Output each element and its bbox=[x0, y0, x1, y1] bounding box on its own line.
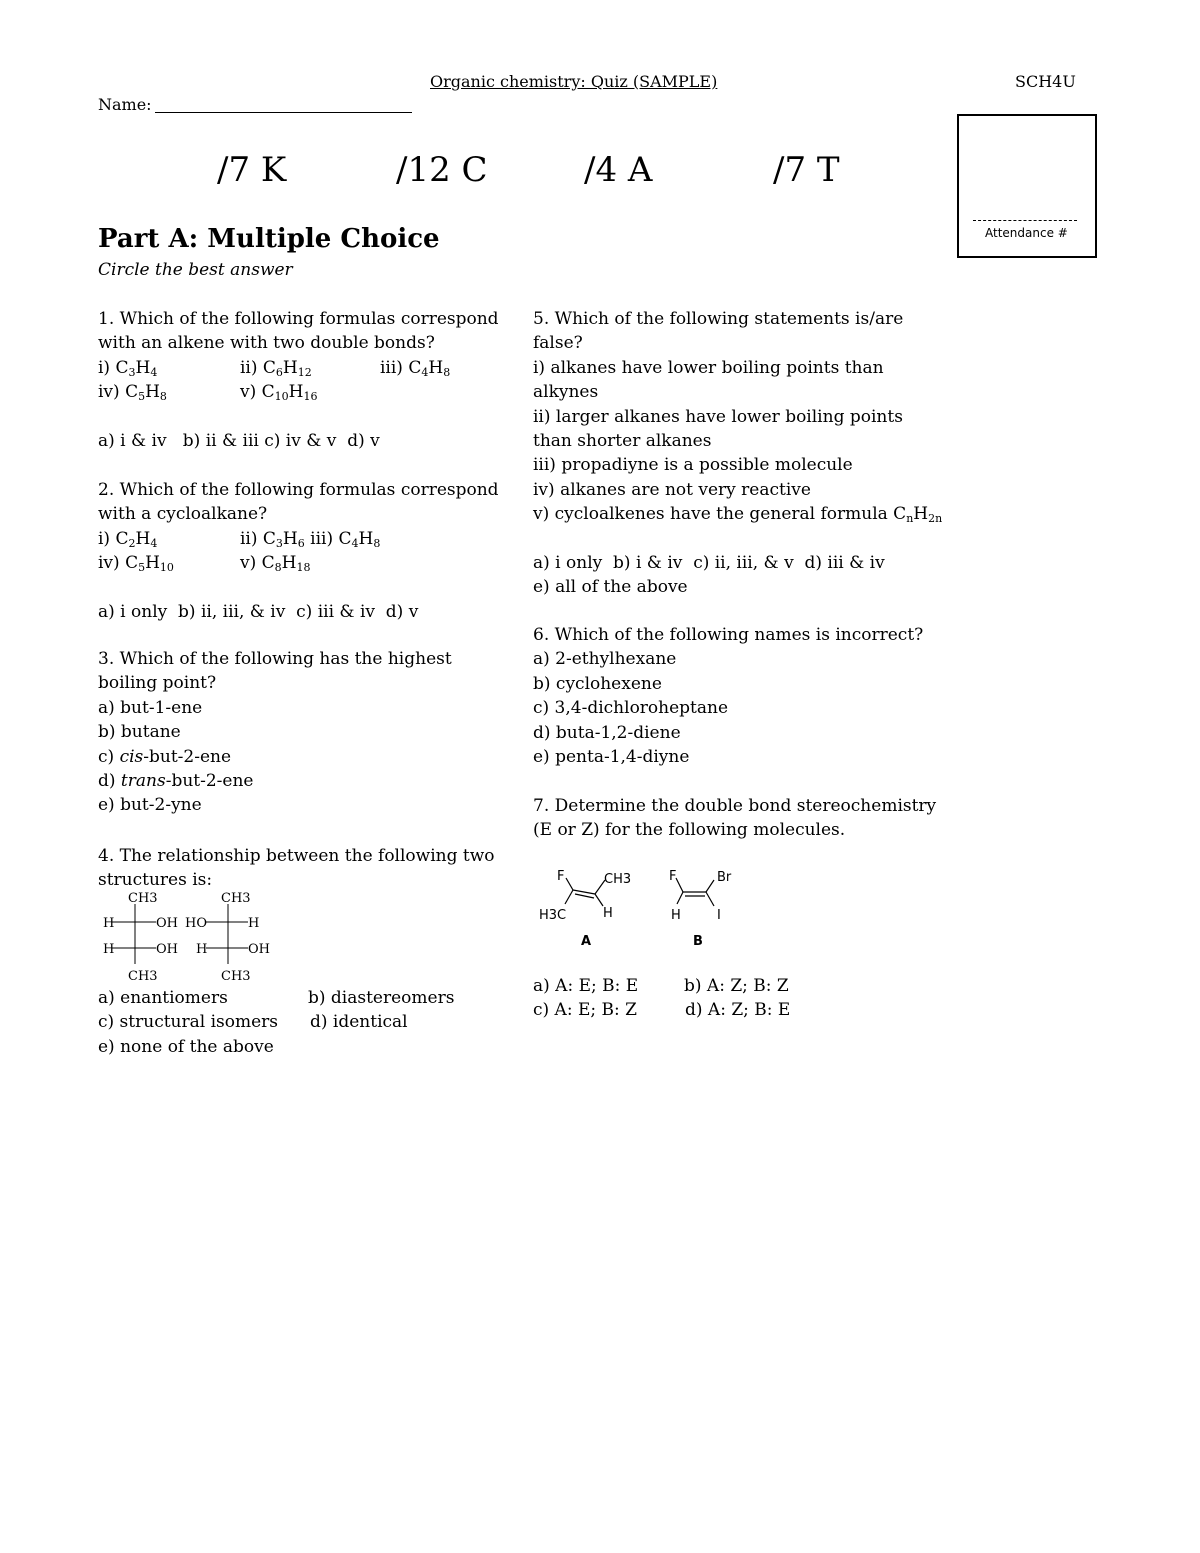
attendance-label: Attendance # bbox=[985, 226, 1068, 240]
q1-answers[interactable]: a) i & iv b) ii & iii c) iv & v d) v bbox=[98, 430, 380, 451]
fischer-right-bottom: CH3 bbox=[221, 969, 251, 984]
q1-stem-2: with an alkene with two double bonds? bbox=[98, 333, 435, 354]
q3-c-prefix: c) bbox=[98, 746, 120, 767]
mol-b-label: B bbox=[693, 934, 703, 949]
mol-b-i: I bbox=[717, 908, 721, 923]
q5-statement-2a: ii) larger alkanes have lower boiling points bbox=[533, 406, 903, 427]
question-5 bbox=[533, 307, 953, 599]
score-c: /12 C bbox=[396, 150, 488, 190]
question-1 bbox=[98, 307, 518, 453]
q5-option-e[interactable]: e) all of the above bbox=[533, 577, 688, 598]
q6-stem: 6. Which of the following names is incorrect? bbox=[533, 625, 924, 645]
q3-d-rest: -but-2-ene bbox=[165, 771, 254, 792]
q7-stem-2: (E or Z) for the following molecules. bbox=[533, 820, 846, 841]
name-line[interactable] bbox=[155, 112, 412, 113]
fischer-right-r2-l: H bbox=[196, 942, 208, 957]
quiz-title: Organic chemistry: Quiz (SAMPLE) bbox=[430, 72, 718, 91]
attendance-line bbox=[973, 220, 1077, 221]
q3-d-prefix: d) bbox=[98, 771, 121, 792]
q3-stem-1: 3. Which of the following has the highest bbox=[98, 649, 452, 669]
q5-statement-3: iii) propadiyne is a possible molecule bbox=[533, 455, 853, 476]
score-t: /7 T bbox=[773, 150, 840, 190]
fischer-left bbox=[103, 891, 178, 984]
q1-opt-i[interactable]: i) $C_3H_4$ bbox=[98, 357, 158, 379]
question-3 bbox=[98, 647, 518, 818]
q4-option-c[interactable]: c) structural isomers bbox=[98, 1012, 279, 1033]
q2-options-row-2 bbox=[98, 551, 518, 575]
fischer-left-r1-r: OH bbox=[156, 916, 178, 931]
part-a-instruction: Circle the best answer bbox=[98, 260, 293, 280]
q1-options-row-1 bbox=[98, 356, 518, 380]
score-a: /4 A bbox=[584, 150, 653, 190]
attendance-box[interactable] bbox=[957, 114, 1097, 258]
q1-stem-1: 1. Which of the following formulas correspond bbox=[98, 309, 499, 329]
q3-option-d[interactable] bbox=[98, 769, 518, 793]
mol-a-h: H bbox=[603, 906, 613, 921]
q5-statement-5: v) cycloalkenes have the general formula $C_nH_{2n}$ bbox=[533, 504, 943, 526]
q4-stem-1: 4. The relationship between the following two bbox=[98, 846, 495, 866]
q2-answers[interactable]: a) i only b) ii, iii, & iv c) iii & iv d) v bbox=[98, 601, 419, 622]
part-a-heading: Part A: Multiple Choice bbox=[98, 224, 440, 254]
name-label: Name: bbox=[98, 95, 152, 114]
mol-b-h: H bbox=[671, 908, 681, 923]
q5-answers[interactable]: a) i only b) i & iv c) ii, iii, & v d) iii & iv bbox=[533, 552, 885, 573]
q6-option-b[interactable]: b) cyclohexene bbox=[533, 673, 662, 694]
q6-option-c[interactable]: c) 3,4-dichloroheptane bbox=[533, 698, 729, 719]
q4-options-row-1 bbox=[98, 986, 518, 1010]
q4-option-e[interactable]: e) none of the above bbox=[98, 1036, 274, 1057]
course-code: SCH4U bbox=[1015, 72, 1076, 91]
question-6 bbox=[533, 623, 953, 769]
q3-option-a[interactable]: a) but-1-ene bbox=[98, 697, 203, 718]
question-4-options bbox=[98, 986, 518, 1059]
fischer-left-r2-l: H bbox=[103, 942, 115, 957]
q4-options-row-2 bbox=[98, 1010, 518, 1034]
q6-option-a[interactable]: a) 2-ethylhexane bbox=[533, 649, 677, 670]
question-7 bbox=[533, 794, 953, 843]
q6-option-d[interactable]: d) buta-1,2-diene bbox=[533, 722, 681, 743]
mol-a-h3c: H3C bbox=[539, 908, 567, 923]
q2-opt-i[interactable]: i) $C_2H_4$ bbox=[98, 528, 158, 550]
q1-options-row-2 bbox=[98, 380, 518, 404]
mol-a-ch3: CH3 bbox=[604, 872, 632, 887]
q3-d-italic: trans bbox=[120, 771, 166, 792]
q5-statement-1b: alkynes bbox=[533, 382, 599, 403]
fischer-right-r2-r: OH bbox=[248, 942, 270, 957]
mol-b-br: Br bbox=[717, 870, 732, 885]
q5-statement-1a: i) alkanes have lower boiling points than bbox=[533, 357, 884, 378]
q1-opt-iv[interactable]: iv) $C_5H_8$ bbox=[98, 382, 167, 404]
q5-statement-2b: than shorter alkanes bbox=[533, 431, 712, 452]
q3-option-c[interactable] bbox=[98, 745, 518, 769]
q2-opt-ii-iii[interactable]: ii) $C_3H_6$ iii) $C_4H_8$ bbox=[240, 528, 381, 550]
q3-option-e[interactable]: e) but-2-yne bbox=[98, 795, 202, 816]
q5-statement-4: iv) alkanes are not very reactive bbox=[533, 479, 811, 500]
question-7-options bbox=[533, 974, 953, 1023]
question-2 bbox=[98, 478, 518, 624]
mol-b-f: F bbox=[669, 869, 677, 884]
q7-option-b[interactable]: b) A: Z; B: Z bbox=[684, 976, 789, 996]
q4-option-b[interactable]: b) diastereomers bbox=[308, 988, 455, 1008]
fischer-right-r1-l: HO bbox=[185, 916, 207, 931]
fischer-left-top: CH3 bbox=[128, 891, 158, 906]
q4-option-a[interactable]: a) enantiomers bbox=[98, 988, 228, 1008]
q1-opt-iii[interactable]: iii) $C_4H_8$ bbox=[380, 357, 451, 379]
score-k: /7 K bbox=[217, 150, 287, 190]
q7-options-row-2 bbox=[533, 998, 953, 1022]
q7-options-row-1 bbox=[533, 974, 953, 998]
fischer-left-r2-r: OH bbox=[156, 942, 178, 957]
q6-option-e[interactable]: e) penta-1,4-diyne bbox=[533, 747, 690, 768]
q2-options-row-1 bbox=[98, 527, 518, 551]
fischer-right-top: CH3 bbox=[221, 891, 251, 906]
q3-c-rest: -but-2-ene bbox=[143, 746, 232, 767]
q7-molecules bbox=[533, 862, 763, 954]
q2-stem-1: 2. Which of the following formulas correspond bbox=[98, 480, 499, 500]
q4-option-d[interactable]: d) identical bbox=[310, 1012, 408, 1033]
q3-option-b[interactable]: b) butane bbox=[98, 722, 181, 743]
q7-option-c[interactable]: c) A: E; B: Z bbox=[533, 1000, 637, 1021]
q1-opt-v[interactable]: v) $C_{10}H_{16}$ bbox=[240, 382, 318, 404]
q5-stem-2: false? bbox=[533, 333, 583, 354]
mol-a-label: A bbox=[581, 934, 592, 949]
mol-a-f: F bbox=[557, 869, 565, 884]
molecule-a bbox=[539, 869, 631, 949]
fischer-projections bbox=[98, 886, 298, 986]
fischer-right-r1-r: H bbox=[248, 916, 260, 931]
fischer-left-r1-l: H bbox=[103, 916, 115, 931]
q3-c-italic: cis bbox=[119, 746, 144, 767]
q7-option-a[interactable]: a) A: E; B: E bbox=[533, 976, 639, 996]
molecule-b bbox=[669, 869, 732, 949]
q3-stem-2: boiling point? bbox=[98, 673, 217, 694]
fischer-left-bottom: CH3 bbox=[128, 969, 158, 984]
q2-stem-2: with a cycloalkane? bbox=[98, 504, 268, 525]
fischer-right bbox=[185, 891, 270, 984]
q7-stem-1: 7. Determine the double bond stereochemistry bbox=[533, 796, 937, 816]
q2-opt-iv[interactable]: iv) $C_5H_{10}$ bbox=[98, 553, 174, 575]
q1-opt-ii[interactable]: ii) $C_6H_{12}$ bbox=[240, 357, 312, 379]
q7-option-d[interactable]: d) A: Z; B: E bbox=[685, 1000, 791, 1021]
q5-stem-1: 5. Which of the following statements is/are bbox=[533, 309, 904, 329]
q4-stem-2: structures is: bbox=[98, 870, 213, 891]
q2-opt-v[interactable]: v) $C_8H_{18}$ bbox=[240, 553, 311, 575]
